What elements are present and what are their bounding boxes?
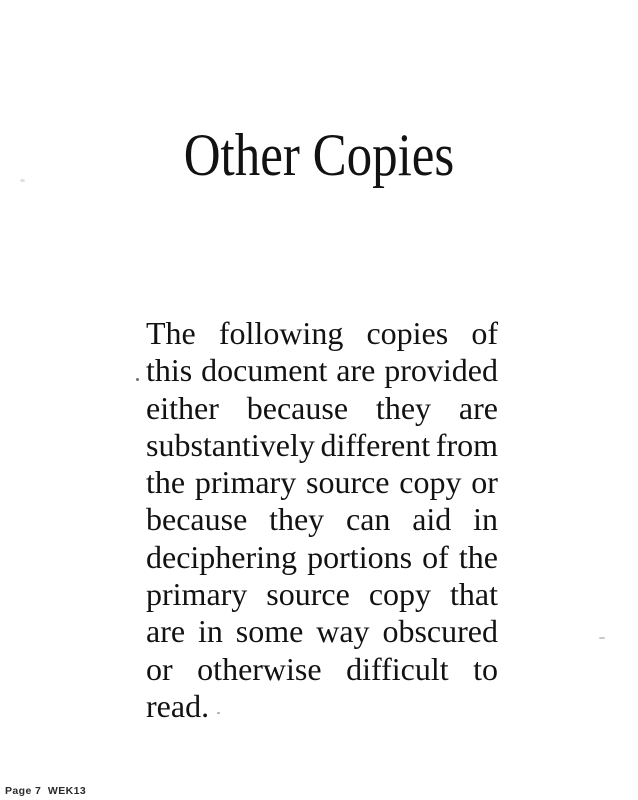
body-line: [146, 390, 498, 427]
page-title: Other Copies: [183, 122, 455, 188]
body-word: way: [316, 613, 370, 650]
scan-artifact-smudge: [20, 179, 25, 182]
body-word: or: [146, 650, 173, 687]
body-word: they: [375, 389, 432, 426]
body-line: [146, 501, 498, 538]
body-line: [146, 539, 498, 576]
body-word: because: [246, 389, 349, 426]
body-word: different: [320, 426, 431, 463]
body-paragraph: [146, 315, 498, 725]
body-word: copy: [368, 576, 432, 613]
body-line: [146, 688, 498, 725]
scan-artifact-dash: [599, 637, 605, 639]
body-word: The: [146, 315, 196, 351]
body-word: portions: [307, 538, 413, 575]
body-word: primary: [194, 464, 297, 501]
body-word: of: [471, 315, 498, 351]
body-line: [146, 651, 498, 688]
body-line: [146, 464, 498, 501]
body-word: aid: [412, 501, 452, 538]
body-word: in: [473, 501, 498, 538]
body-word: from: [435, 426, 498, 463]
footer-page-label: Page 7 WEK13: [5, 785, 87, 797]
body-word: are: [146, 613, 186, 650]
body-word: difficult: [346, 650, 449, 687]
body-word: they: [269, 501, 325, 538]
body-line: [146, 613, 498, 650]
body-word: substantively: [146, 426, 315, 463]
body-word: or: [471, 464, 498, 501]
body-word: document: [201, 352, 328, 389]
body-word: following: [218, 315, 344, 351]
body-word: copies: [366, 315, 449, 351]
body-line: [146, 576, 498, 613]
body-line: [146, 315, 498, 352]
body-word: some: [235, 613, 304, 650]
body-word: in: [197, 613, 223, 650]
body-word: that: [450, 576, 498, 613]
body-word: to: [473, 650, 498, 687]
body-word: otherwise: [197, 650, 322, 687]
body-word: obscured: [382, 613, 498, 650]
body-word: either: [146, 389, 219, 426]
body-word: source: [266, 576, 350, 613]
body-line: [146, 427, 498, 464]
body-word: this: [146, 352, 193, 389]
body-word: copy: [399, 464, 462, 501]
body-word: source: [305, 464, 390, 501]
scan-artifact-dot: [136, 378, 139, 381]
body-word: because: [146, 501, 248, 538]
body-word: provided: [384, 352, 498, 389]
body-word: the: [458, 538, 498, 575]
body-word: read.: [146, 687, 210, 724]
body-word: deciphering: [146, 538, 298, 575]
body-word: of: [422, 538, 449, 575]
body-line: [146, 352, 498, 389]
body-word: are: [336, 352, 376, 389]
body-word: the: [146, 464, 186, 501]
body-word: primary: [146, 576, 248, 613]
body-word: can: [345, 501, 391, 538]
body-word: are: [458, 389, 498, 426]
